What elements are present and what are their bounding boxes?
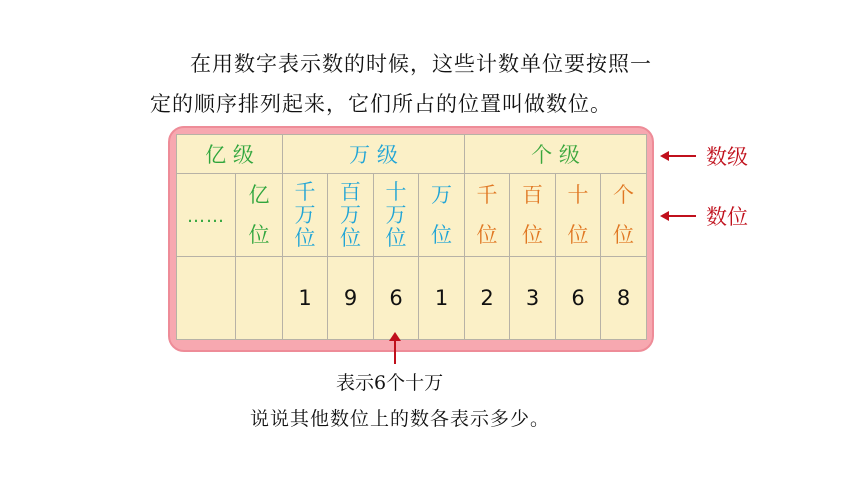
- place-label: 数位: [662, 201, 748, 231]
- digit-cell: 6: [556, 257, 601, 340]
- place-value-table: [176, 134, 647, 340]
- place-dots: ……: [177, 174, 236, 257]
- place-baiwan: 百 万 位: [328, 174, 374, 257]
- place-qianwan: 千 万 位: [283, 174, 328, 257]
- place-shiwan: 十 万 位: [374, 174, 419, 257]
- place-bai: 百 位: [510, 174, 556, 257]
- digit-cell: 1: [283, 257, 328, 340]
- digit-cell-empty: [177, 257, 236, 340]
- intro-line-1: 在用数字表示数的时候，这些计数单位要按照一: [190, 52, 652, 76]
- digit-cell: 6: [374, 257, 419, 340]
- digit-row: [177, 257, 647, 340]
- place-wan: 万 位: [419, 174, 465, 257]
- digit-cell: 8: [601, 257, 647, 340]
- digit-cell: 1: [419, 257, 465, 340]
- level-label: 数级: [662, 141, 748, 171]
- level-ge: 个 级: [465, 135, 647, 174]
- place-qian: 千 位: [465, 174, 510, 257]
- place-shi: 十 位: [556, 174, 601, 257]
- place-yi: 亿 位: [236, 174, 283, 257]
- intro-line-2: 定的顺序排列起来，它们所占的位置叫做数位。: [150, 92, 612, 116]
- level-yi: 亿 级: [177, 135, 283, 174]
- left-arrow-icon: [662, 155, 696, 157]
- up-arrow-icon: [394, 338, 396, 364]
- annotation-note: 表示6个十万: [336, 372, 444, 394]
- digit-cell-empty: [236, 257, 283, 340]
- left-arrow-icon: [662, 215, 696, 217]
- level-wan: 万 级: [283, 135, 465, 174]
- place-row: [177, 174, 647, 257]
- level-row: [177, 135, 647, 174]
- digit-cell: 9: [328, 257, 374, 340]
- place-ge: 个 位: [601, 174, 647, 257]
- question-text: 说说其他数位上的数各表示多少。: [250, 408, 551, 430]
- digit-cell: 3: [510, 257, 556, 340]
- digit-cell: 2: [465, 257, 510, 340]
